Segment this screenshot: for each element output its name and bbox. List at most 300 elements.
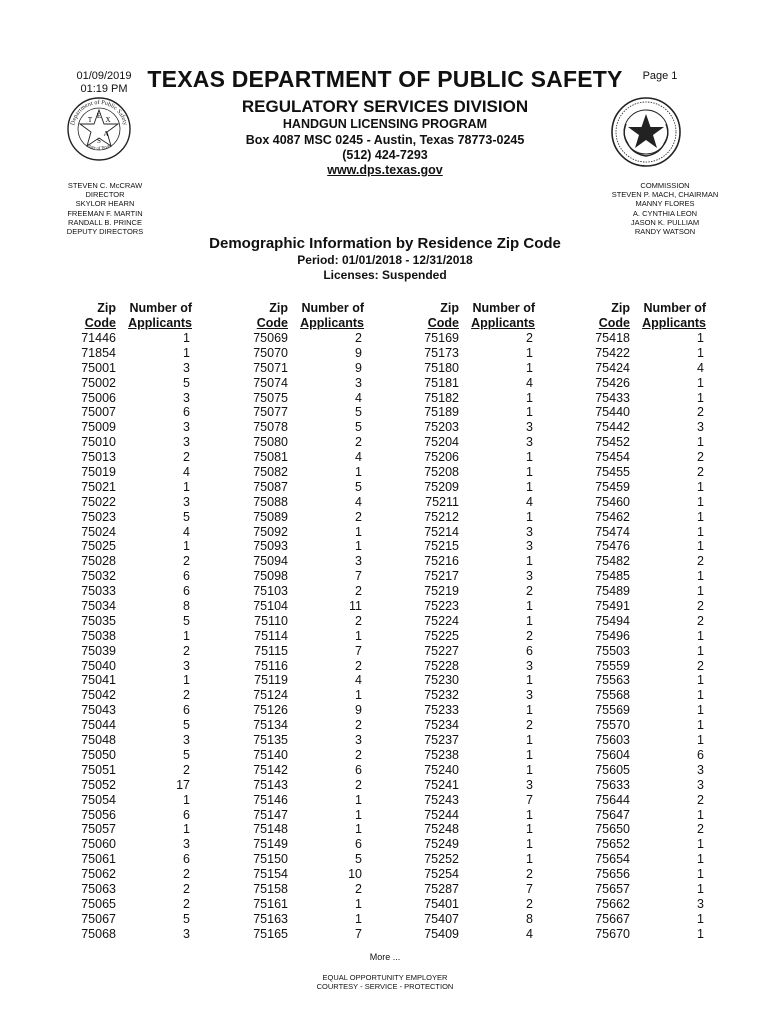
- table-row: [64, 688, 234, 703]
- zip-code-cell: 75098: [253, 569, 288, 584]
- table-row: [578, 599, 748, 614]
- state-seal-icon: [610, 96, 682, 168]
- zip-code-cell: 75063: [81, 881, 116, 896]
- table-row: [578, 897, 748, 912]
- zip-code-cell: 75116: [254, 658, 288, 673]
- table-row: [236, 629, 406, 644]
- zip-code-cell: 75422: [595, 345, 630, 360]
- applicant-count-cell: 1: [697, 837, 704, 852]
- staff-name: SKYLOR HEARN: [75, 199, 135, 209]
- table-row: [64, 539, 234, 554]
- website-link[interactable]: www.dps.texas.gov: [327, 163, 443, 177]
- zip-code-cell: 75035: [81, 613, 116, 628]
- staff-name: FREEMAN F. MARTIN: [67, 208, 143, 218]
- table-row: [407, 703, 577, 718]
- table-row: [578, 808, 748, 823]
- zip-code-cell: 75025: [81, 539, 116, 554]
- table-row: [64, 584, 234, 599]
- table-row: [407, 629, 577, 644]
- table-row: [236, 361, 406, 376]
- time-text: 01:19 PM: [80, 83, 128, 95]
- applicant-count-cell: 6: [526, 643, 533, 658]
- applicant-count-cell: 1: [526, 822, 533, 837]
- table-row: [407, 465, 577, 480]
- staff-list-right: [600, 181, 730, 236]
- applicant-count-cell: 1: [526, 554, 533, 569]
- zip-code-cell: 75244: [424, 807, 459, 822]
- applicant-count-cell: 1: [697, 881, 704, 896]
- staff-name: JASON K. PULLIAM: [630, 217, 700, 227]
- zip-code-cell: 75028: [81, 554, 116, 569]
- applicant-count-cell: 1: [183, 539, 190, 554]
- zip-code-cell: 75240: [424, 762, 459, 777]
- applicant-count-cell: 7: [355, 569, 362, 584]
- table-row: [64, 837, 234, 852]
- table-row: [64, 718, 234, 733]
- table-row: [578, 405, 748, 420]
- table-row: [578, 420, 748, 435]
- table-row: [407, 584, 577, 599]
- applicant-count-cell: 4: [526, 926, 533, 941]
- applicants-header: Number of Applicants: [642, 301, 706, 330]
- applicant-count-cell: 3: [697, 777, 704, 792]
- applicant-count-cell: 6: [183, 405, 190, 420]
- table-row: [236, 584, 406, 599]
- table-row: [236, 778, 406, 793]
- table-row: [64, 867, 234, 882]
- zip-code-cell: 75211: [425, 494, 459, 509]
- table-row: [236, 569, 406, 584]
- staff-name: RANDY WATSON: [634, 227, 696, 237]
- applicant-count-cell: 1: [355, 792, 362, 807]
- table-row: [236, 539, 406, 554]
- table-row: [236, 450, 406, 465]
- zip-code-cell: 75173: [424, 345, 459, 360]
- table-row: [407, 837, 577, 852]
- zip-code-cell: 75603: [595, 733, 630, 748]
- applicant-count-cell: 1: [355, 807, 362, 822]
- applicant-count-cell: 2: [355, 584, 362, 599]
- applicant-count-cell: 1: [526, 852, 533, 867]
- applicant-count-cell: 2: [183, 762, 190, 777]
- table-row: [64, 435, 234, 450]
- applicant-count-cell: 2: [697, 658, 704, 673]
- table-row: [236, 405, 406, 420]
- applicant-count-cell: 3: [526, 420, 533, 435]
- seal-letter: S: [97, 137, 101, 145]
- applicant-count-cell: 4: [355, 450, 362, 465]
- staff-name: MANNY FLORES: [635, 199, 695, 209]
- zip-code-cell: 75001: [81, 360, 116, 375]
- zip-code-cell: 75644: [595, 792, 630, 807]
- zip-code-cell: 75044: [81, 718, 116, 733]
- zip-code-cell: 75460: [595, 494, 630, 509]
- zip-code-cell: 75219: [424, 584, 459, 599]
- applicant-count-cell: 10: [348, 867, 362, 882]
- page-footer: [285, 973, 485, 991]
- zip-code-cell: 75092: [253, 524, 288, 539]
- applicant-count-cell: 1: [355, 822, 362, 837]
- table-row: [236, 703, 406, 718]
- zip-header: Zip Code: [84, 301, 116, 330]
- zip-code-cell: 75077: [253, 405, 288, 420]
- applicant-count-cell: 1: [697, 345, 704, 360]
- applicant-count-cell: 1: [183, 331, 190, 345]
- applicant-count-cell: 2: [183, 643, 190, 658]
- zip-code-cell: 75227: [424, 643, 459, 658]
- zip-code-cell: 75033: [81, 584, 116, 599]
- applicant-count-cell: 1: [697, 926, 704, 941]
- applicant-count-cell: 5: [183, 718, 190, 733]
- table-row: [64, 852, 234, 867]
- applicant-count-cell: 3: [526, 435, 533, 450]
- table-row: [578, 391, 748, 406]
- zip-code-cell: 75216: [424, 554, 459, 569]
- table-row: [578, 793, 748, 808]
- applicant-count-cell: 1: [355, 911, 362, 926]
- applicant-count-cell: 8: [183, 599, 190, 614]
- zip-code-cell: 75189: [424, 405, 459, 420]
- date-text: 01/09/2019: [76, 70, 132, 82]
- column-header: [236, 301, 406, 331]
- table-row: [64, 465, 234, 480]
- table-row: [236, 763, 406, 778]
- table-row: [236, 897, 406, 912]
- zip-code-cell: 75570: [595, 718, 630, 733]
- table-row: [578, 465, 748, 480]
- zip-code-cell: 75433: [595, 390, 630, 405]
- zip-code-cell: 75182: [424, 390, 459, 405]
- applicant-count-cell: 5: [183, 509, 190, 524]
- applicant-count-cell: 3: [183, 733, 190, 748]
- seal-letter: T: [87, 116, 93, 124]
- applicant-count-cell: 3: [697, 762, 704, 777]
- applicant-count-cell: 7: [526, 792, 533, 807]
- applicant-count-cell: 2: [526, 718, 533, 733]
- applicant-count-cell: 2: [697, 792, 704, 807]
- table-row: [64, 778, 234, 793]
- table-row: [578, 495, 748, 510]
- table-row: [236, 480, 406, 495]
- applicant-count-cell: 1: [697, 435, 704, 450]
- applicant-count-cell: 1: [526, 837, 533, 852]
- zip-code-cell: 75043: [81, 703, 116, 718]
- applicant-count-cell: 3: [183, 494, 190, 509]
- zip-code-cell: 75103: [253, 584, 288, 599]
- table-row: [64, 510, 234, 525]
- division-title: REGULATORY SERVICES DIVISION: [241, 97, 529, 116]
- applicant-count-cell: 1: [697, 703, 704, 718]
- table-row: [407, 480, 577, 495]
- zip-code-cell: 75409: [424, 926, 459, 941]
- zip-code-cell: 75209: [424, 479, 459, 494]
- zip-code-cell: 75652: [595, 837, 630, 852]
- table-row: [407, 599, 577, 614]
- table-row: [64, 748, 234, 763]
- zip-code-cell: 75052: [81, 777, 116, 792]
- report-title: Demographic Information by Residence Zip Code: [209, 235, 561, 252]
- zip-code-cell: 75426: [595, 375, 630, 390]
- table-row: [236, 420, 406, 435]
- zip-code-cell: 75069: [253, 331, 288, 345]
- applicant-count-cell: 3: [183, 435, 190, 450]
- zip-code-cell: 75070: [253, 345, 288, 360]
- zip-code-cell: 75228: [424, 658, 459, 673]
- zip-code-cell: 75462: [595, 509, 630, 524]
- applicant-count-cell: 1: [526, 450, 533, 465]
- applicant-count-cell: 2: [697, 554, 704, 569]
- zip-code-cell: 75633: [595, 777, 630, 792]
- table-row: [236, 748, 406, 763]
- applicant-count-cell: 9: [355, 345, 362, 360]
- table-row: [236, 927, 406, 942]
- applicant-count-cell: 2: [355, 509, 362, 524]
- table-row: [236, 852, 406, 867]
- applicant-count-cell: 2: [183, 896, 190, 911]
- table-row: [407, 346, 577, 361]
- zip-code-cell: 75208: [424, 465, 459, 480]
- table-row: [236, 331, 406, 346]
- zip-code-cell: 75494: [595, 613, 630, 628]
- applicant-count-cell: 1: [697, 673, 704, 688]
- staff-name: A. CYNTHIA LEON: [632, 208, 698, 218]
- applicant-count-cell: 2: [697, 822, 704, 837]
- zip-code-cell: 75062: [81, 867, 116, 882]
- zip-code-cell: 75647: [595, 807, 630, 822]
- applicant-count-cell: 6: [183, 569, 190, 584]
- applicant-count-cell: 3: [526, 688, 533, 703]
- applicant-count-cell: 17: [176, 777, 190, 792]
- table-row: [407, 495, 577, 510]
- zip-code-cell: 75093: [253, 539, 288, 554]
- staff-name: STEVEN P. MACH, CHAIRMAN: [611, 190, 719, 200]
- zip-code-cell: 75217: [424, 569, 459, 584]
- applicant-count-cell: 1: [183, 345, 190, 360]
- zip-code-cell: 75002: [81, 375, 116, 390]
- zip-code-cell: 75212: [424, 509, 459, 524]
- table-row: [407, 614, 577, 629]
- zip-code-cell: 75142: [253, 762, 288, 777]
- table-row: [407, 435, 577, 450]
- zip-code-cell: 75135: [253, 733, 288, 748]
- more-indicator: More ...: [369, 952, 401, 962]
- applicant-count-cell: 4: [697, 360, 704, 375]
- zip-code-cell: 75654: [595, 852, 630, 867]
- report-period: Period: 01/01/2018 - 12/31/2018: [297, 253, 473, 267]
- table-row: [236, 808, 406, 823]
- applicant-count-cell: 1: [697, 494, 704, 509]
- table-row: [578, 614, 748, 629]
- table-row: [578, 361, 748, 376]
- applicant-count-cell: 1: [183, 792, 190, 807]
- applicant-count-cell: 1: [526, 345, 533, 360]
- zip-code-cell: 75149: [253, 837, 288, 852]
- zip-code-cell: 75158: [253, 881, 288, 896]
- applicant-count-cell: 5: [183, 375, 190, 390]
- table-row: [407, 778, 577, 793]
- zip-code-cell: 75013: [81, 450, 116, 465]
- zip-code-cell: 75476: [595, 539, 630, 554]
- zip-code-cell: 75147: [253, 807, 288, 822]
- table-row: [578, 450, 748, 465]
- zip-code-cell: 75038: [81, 628, 116, 643]
- zip-code-cell: 75007: [81, 405, 116, 420]
- applicant-count-cell: 2: [183, 688, 190, 703]
- staff-name: DIRECTOR: [85, 190, 125, 200]
- table-row: [236, 346, 406, 361]
- table-row: [407, 450, 577, 465]
- zip-code-cell: 75249: [424, 837, 459, 852]
- table-row: [64, 599, 234, 614]
- applicant-count-cell: 1: [183, 628, 190, 643]
- zip-code-cell: 75081: [253, 450, 288, 465]
- zip-code-cell: 75503: [595, 643, 630, 658]
- applicant-count-cell: 1: [526, 390, 533, 405]
- zip-code-cell: 75215: [424, 539, 459, 554]
- table-row: [578, 525, 748, 540]
- table-row: [407, 882, 577, 897]
- staff-name: DEPUTY DIRECTORS: [66, 227, 144, 237]
- table-row: [407, 405, 577, 420]
- table-row: [64, 331, 234, 346]
- table-row: [578, 539, 748, 554]
- applicant-count-cell: 1: [526, 703, 533, 718]
- table-row: [64, 659, 234, 674]
- applicant-count-cell: 1: [697, 390, 704, 405]
- zip-code-cell: 75223: [424, 599, 459, 614]
- applicant-count-cell: 4: [355, 673, 362, 688]
- table-row: [578, 837, 748, 852]
- table-row: [64, 569, 234, 584]
- table-row: [578, 912, 748, 927]
- table-column: [236, 301, 406, 942]
- zip-code-cell: 75181: [424, 375, 459, 390]
- applicant-count-cell: 1: [526, 360, 533, 375]
- applicant-count-cell: 2: [526, 584, 533, 599]
- applicant-count-cell: 1: [697, 509, 704, 524]
- table-row: [407, 897, 577, 912]
- applicant-count-cell: 2: [355, 881, 362, 896]
- seal-letter: E: [96, 112, 102, 120]
- applicant-count-cell: 1: [526, 509, 533, 524]
- applicant-count-cell: 6: [355, 837, 362, 852]
- applicant-count-cell: 1: [697, 718, 704, 733]
- zip-code-cell: 75042: [81, 688, 116, 703]
- table-row: [236, 376, 406, 391]
- table-row: [407, 822, 577, 837]
- applicant-count-cell: 1: [526, 747, 533, 762]
- zip-code-cell: 75489: [595, 584, 630, 599]
- applicant-count-cell: 2: [355, 435, 362, 450]
- table-row: [407, 793, 577, 808]
- zip-code-cell: 75022: [81, 494, 116, 509]
- applicant-count-cell: 1: [183, 479, 190, 494]
- zip-code-cell: 75067: [81, 911, 116, 926]
- table-row: [236, 673, 406, 688]
- zip-code-cell: 75496: [595, 628, 630, 643]
- zip-code-cell: 75024: [81, 524, 116, 539]
- zip-code-cell: 75065: [81, 896, 116, 911]
- seal-letter: A: [103, 130, 109, 138]
- zip-code-cell: 75452: [595, 435, 630, 450]
- applicant-count-cell: 4: [183, 524, 190, 539]
- table-row: [236, 793, 406, 808]
- zip-code-cell: 75667: [595, 911, 630, 926]
- zip-code-cell: 75119: [254, 673, 288, 688]
- zip-code-cell: 75048: [81, 733, 116, 748]
- applicant-count-cell: 3: [697, 420, 704, 435]
- table-row: [407, 510, 577, 525]
- applicant-count-cell: 1: [355, 688, 362, 703]
- applicant-count-cell: 6: [183, 852, 190, 867]
- table-row: [64, 644, 234, 659]
- zip-code-cell: 75060: [81, 837, 116, 852]
- zip-code-cell: 75082: [253, 465, 288, 480]
- applicant-count-cell: 3: [183, 926, 190, 941]
- table-row: [64, 882, 234, 897]
- table-row: [236, 688, 406, 703]
- applicant-count-cell: 1: [697, 688, 704, 703]
- table-row: [578, 927, 748, 942]
- applicant-count-cell: 1: [355, 628, 362, 643]
- applicant-count-cell: 3: [355, 375, 362, 390]
- table-row: [407, 852, 577, 867]
- applicant-count-cell: 3: [526, 658, 533, 673]
- zip-code-cell: 75241: [424, 777, 459, 792]
- table-row: [236, 733, 406, 748]
- zip-code-cell: 75010: [81, 435, 116, 450]
- mailing-address: Box 4087 MSC 0245 - Austin, Texas 78773-0245: [245, 133, 525, 147]
- table-row: [236, 718, 406, 733]
- applicant-count-cell: 3: [526, 777, 533, 792]
- applicant-count-cell: 1: [697, 569, 704, 584]
- table-row: [236, 912, 406, 927]
- table-row: [578, 882, 748, 897]
- applicant-count-cell: 3: [526, 569, 533, 584]
- zip-code-cell: 75068: [81, 926, 116, 941]
- applicant-count-cell: 3: [526, 524, 533, 539]
- applicant-count-cell: 4: [526, 375, 533, 390]
- table-row: [236, 554, 406, 569]
- applicant-count-cell: 1: [355, 524, 362, 539]
- applicant-count-cell: 3: [183, 360, 190, 375]
- zip-header: Zip Code: [427, 301, 459, 330]
- zip-code-cell: 75232: [424, 688, 459, 703]
- applicant-count-cell: 5: [183, 911, 190, 926]
- zip-code-cell: 75126: [253, 703, 288, 718]
- zip-code-cell: 75110: [254, 613, 288, 628]
- zip-code-cell: 75169: [424, 331, 459, 345]
- applicant-count-cell: 1: [697, 539, 704, 554]
- zip-code-cell: 75140: [253, 747, 288, 762]
- applicant-count-cell: 2: [697, 405, 704, 420]
- zip-code-cell: 75104: [253, 599, 288, 614]
- zip-code-cell: 75039: [81, 643, 116, 658]
- table-row: [578, 584, 748, 599]
- footer-line: COURTESY - SERVICE - PROTECTION: [316, 982, 454, 991]
- zip-code-cell: 75233: [424, 703, 459, 718]
- table-row: [578, 554, 748, 569]
- applicant-count-cell: 5: [355, 405, 362, 420]
- table-row: [64, 361, 234, 376]
- applicant-count-cell: 1: [526, 762, 533, 777]
- table-row: [407, 331, 577, 346]
- applicant-count-cell: 4: [355, 494, 362, 509]
- zip-code-cell: 75089: [253, 509, 288, 524]
- staff-list-left: [60, 181, 150, 236]
- table-row: [407, 673, 577, 688]
- applicant-count-cell: 5: [183, 613, 190, 628]
